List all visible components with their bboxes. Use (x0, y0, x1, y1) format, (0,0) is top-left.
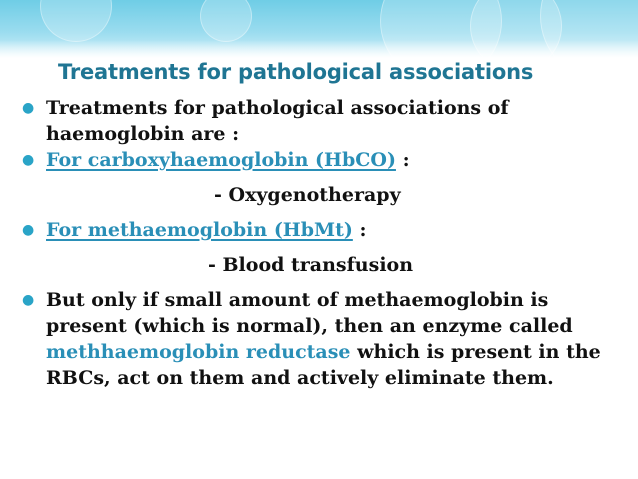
bullet-icon: ● (22, 222, 35, 238)
bullet-item (22, 217, 622, 243)
slide-title: Treatments for pathological associations (58, 60, 534, 84)
bullet-icon: ● (22, 292, 35, 308)
header-band (0, 0, 638, 58)
bullet-icon: ● (22, 152, 35, 168)
carboxyhaemoglobin-link[interactable]: For carboxyhaemoglobin (HbCO) (46, 149, 396, 171)
bullet-item (22, 95, 622, 147)
bullet-item (22, 147, 622, 173)
bullet-item (22, 287, 622, 391)
bullet-icon: ● (22, 100, 35, 116)
sub-item-blood-transfusion: - Blood transfusion (208, 254, 414, 276)
bullet-text: Treatments for pathological associations of haemoglobin are : (46, 97, 509, 145)
bullet-suffix: : (395, 149, 410, 171)
bullet-suffix: : (352, 219, 367, 241)
enzyme-highlight: methhaemoglobin reductase (46, 341, 351, 363)
methaemoglobin-link[interactable]: For methaemoglobin (HbMt) (46, 219, 353, 241)
bullet-text-pre: But only if small amount of methaemoglobin is present (which is normal), then an enzyme called (46, 289, 573, 337)
sub-item-oxygenotherapy: - Oxygenotherapy (214, 184, 401, 206)
slide-content (22, 95, 622, 391)
bullet-text-post: which is present in the RBCs, act on them and actively eliminate them. (46, 341, 601, 389)
